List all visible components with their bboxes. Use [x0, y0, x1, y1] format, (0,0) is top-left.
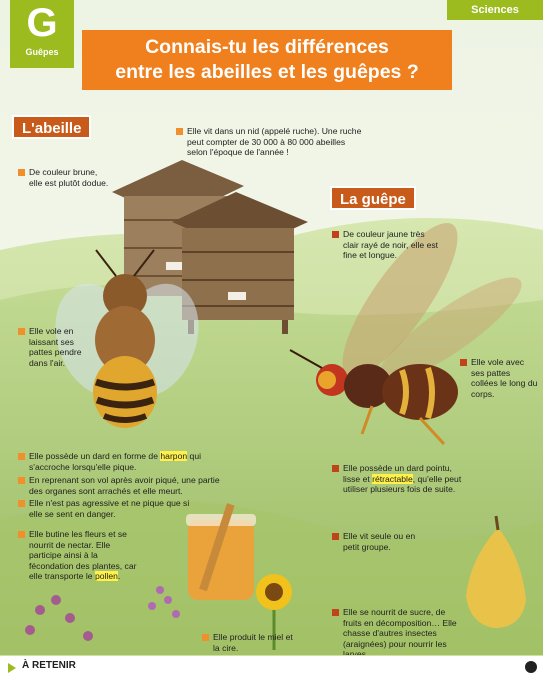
section-tag: Sciences	[447, 0, 543, 20]
bullet-square	[332, 533, 339, 540]
bullet-square	[332, 465, 339, 472]
footer-label: À RETENIR	[22, 660, 76, 671]
wasp-note-sting	[332, 463, 462, 495]
publisher-logo	[525, 661, 537, 673]
bee-note-hive-text: Elle vit dans un nid (appelé ruche). Une ruche peut compter de 30 000 à 80 000 abeilles selon l'époque de l'année !	[187, 126, 362, 158]
bee-note-food-highlight: pollen	[94, 571, 118, 582]
bullet-square	[18, 477, 25, 484]
wasp-note-sting-text-2: , qu'elle peut utiliser plusieurs fois de suite.	[343, 473, 462, 495]
bee-note-color-text: De couleur brune, elle est plutôt dodue.	[29, 167, 109, 188]
bullet-square	[460, 359, 467, 366]
bullet-square	[18, 328, 25, 335]
bullet-square	[18, 531, 25, 538]
wasp-note-sting-text-1: Elle possède un dard pointu, lisse et	[343, 463, 452, 484]
bullet-square	[332, 609, 339, 616]
bee-note-aggression	[18, 498, 204, 519]
wasp-note-social	[332, 531, 432, 552]
title-line-2: entre les abeilles et les guêpes ?	[115, 61, 419, 83]
letter-word: Guêpes	[25, 47, 59, 57]
bee-heading: L'abeille	[12, 115, 91, 139]
bee-note-sting	[18, 451, 228, 472]
bullet-square	[202, 634, 209, 641]
bee-note-sting-highlight: harpon	[160, 451, 188, 461]
wasp-note-sting-highlight: rétractable	[372, 473, 413, 484]
arrow-icon	[8, 663, 16, 673]
title-line-1: Connais-tu les différences	[145, 36, 389, 58]
bullet-square	[18, 500, 25, 507]
bee-note-color	[18, 167, 110, 188]
page-title	[82, 30, 452, 90]
bee-note-food-text-1: Elle butine les fleurs et se nourrit de nectar. Elle participe ainsi à la fécondation des plantes, car elle transporte le	[29, 529, 137, 582]
bullet-square	[18, 453, 25, 460]
bee-note-sting-text-1: Elle possède un dard en forme de	[29, 451, 158, 461]
bee-note-food	[18, 529, 144, 582]
bee-note-hive	[176, 126, 364, 158]
bee-note-honey	[202, 632, 296, 653]
bullet-square	[332, 231, 339, 238]
bee-note-death-text: En reprenant son vol après avoir piqué, une partie des organes sont arrachés et elle meurt.	[29, 475, 220, 496]
bullet-square	[176, 128, 183, 135]
wasp-heading: La guêpe	[330, 186, 416, 210]
letter: G	[26, 1, 58, 45]
bee-note-aggression-text: Elle n'est pas agressive et ne pique que si elle se sent en danger.	[29, 498, 190, 519]
wasp-note-social-text: Elle vit seule ou en petit groupe.	[343, 531, 416, 552]
footer	[0, 655, 543, 678]
wasp-note-color	[332, 229, 442, 261]
letter-badge	[10, 0, 74, 68]
bee-note-flight-text: Elle vole en laissant ses pattes pendre dans l'air.	[29, 326, 82, 368]
bee-note-flight	[18, 326, 92, 368]
wasp-note-food	[332, 607, 464, 660]
bee-note-honey-text: Elle produit le miel et la cire.	[213, 632, 293, 653]
wasp-note-color-text: De couleur jaune très clair rayé de noir, elle est fine et longue.	[343, 229, 439, 261]
wasp-note-food-text: Elle se nourrit de sucre, de fruits en décomposition… Elle chasse d'autres insectes (araignées) pour nourrir les	[343, 607, 457, 649]
wasp-note-flight	[460, 357, 538, 399]
bee-note-sting-text-2: qui s'accroche lorsqu'elle pique.	[29, 451, 202, 472]
wasp-note-flight-text: Elle vole avec ses pattes collées le long du corps.	[471, 357, 538, 399]
bullet-square	[18, 169, 25, 176]
bee-note-food-text-2: .	[117, 571, 121, 582]
bee-note-death	[18, 475, 228, 496]
